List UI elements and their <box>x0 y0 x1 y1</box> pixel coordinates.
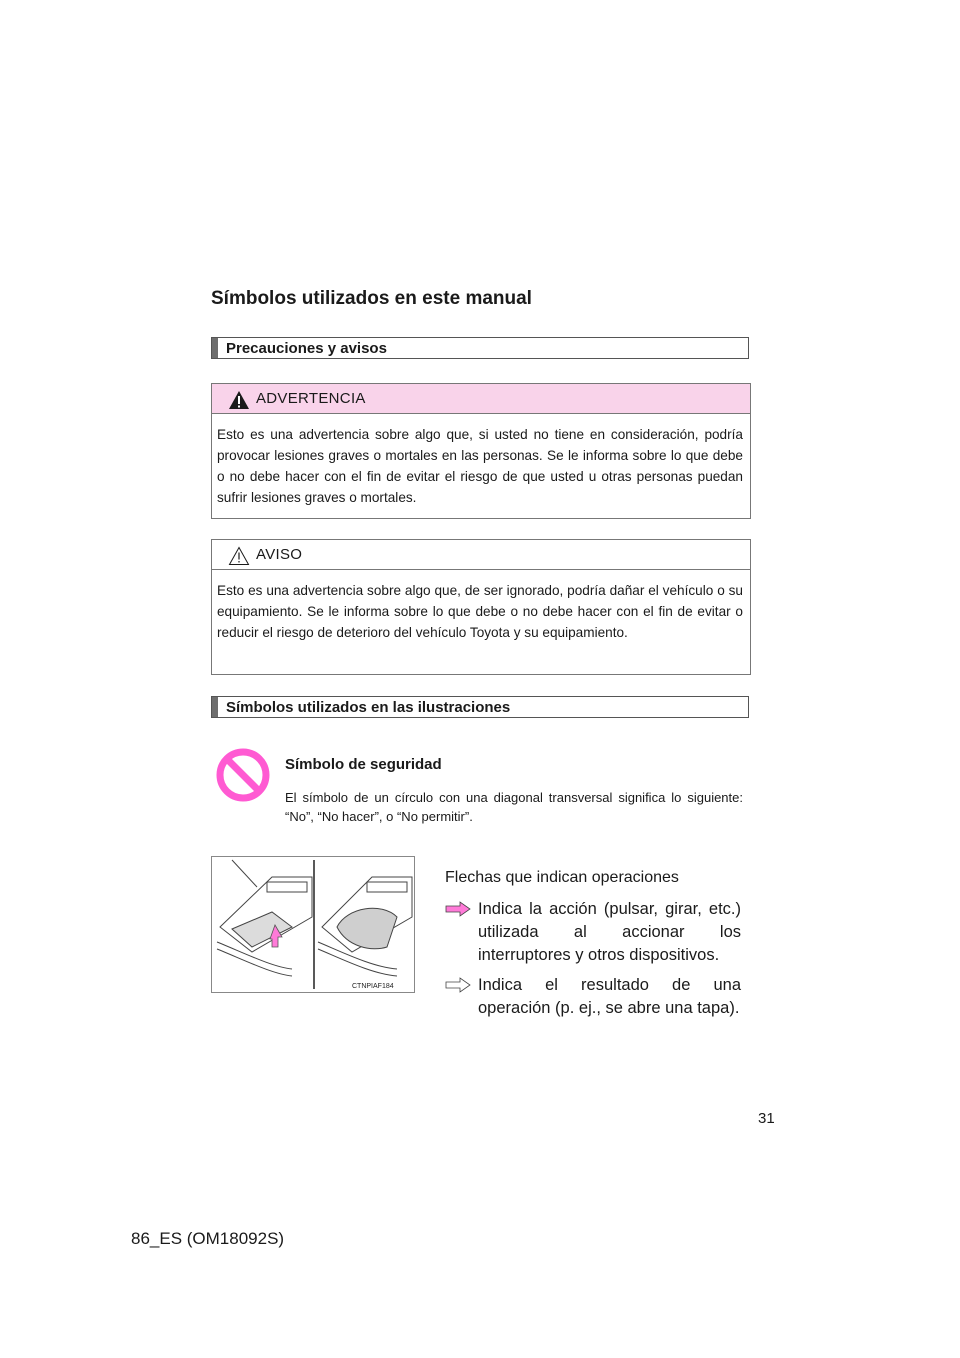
illustration-image <box>211 856 415 993</box>
section-accent <box>212 338 218 358</box>
section-label: Símbolos utilizados en las ilustraciones <box>226 699 511 716</box>
result-arrow-text: Indica el resultado de una operación (p. ej., se abre una tapa). <box>478 976 741 1017</box>
warning-triangle-outline-icon <box>228 546 250 566</box>
section-header-precautions <box>211 337 749 359</box>
warning-triangle-filled-icon <box>228 390 250 410</box>
document-code: 86_ES (OM18092S) <box>131 1229 285 1248</box>
action-arrow-text: Indica la acción (pulsar, girar, etc.) utilizada al accionar los interruptores y otros dispositivos. <box>478 900 741 964</box>
warning-header <box>212 384 750 414</box>
prohibited-circle-icon <box>215 747 271 803</box>
page-number: 31 <box>758 1110 775 1127</box>
warning-box <box>211 383 751 519</box>
warning-label: ADVERTENCIA <box>256 390 366 407</box>
section-header-illustrations <box>211 696 749 718</box>
outline-arrow-right-icon <box>445 977 471 993</box>
arrows-title: Flechas que indican operaciones <box>445 869 679 886</box>
notice-text: Esto es una advertencia sobre algo que, de ser ignorado, podría dañar el vehículo o su equipamiento. Se le informa sobre lo que debe o no debe hacer con el fin de evitar o reducir el riesgo de deterioro del vehículo Toyota y su equipamiento. <box>217 583 743 640</box>
pink-arrow-right-icon <box>445 901 471 917</box>
notice-box <box>211 539 751 675</box>
safety-symbol-text: El símbolo de un círculo con una diagonal transversal significa lo siguiente: “No”, “No hacer”, o “No permitir”. <box>285 790 743 824</box>
notice-header <box>212 540 750 570</box>
illustration-code: CTNPIAF184 <box>352 983 394 990</box>
warning-text: Esto es una advertencia sobre algo que, si usted no tiene en consideración, podría provocar lesiones graves o mortales en las personas. Se le informa sobre lo que debe o no debe hacer con el fin de evitar el riesgo de que usted u otras personas puedan sufrir lesiones graves o mortales. <box>217 427 743 505</box>
notice-label: AVISO <box>256 546 303 563</box>
safety-symbol-title: Símbolo de seguridad <box>285 756 442 773</box>
overhead-console-illustration <box>212 857 414 992</box>
section-label: Precauciones y avisos <box>226 340 387 357</box>
page-title: Símbolos utilizados en este manual <box>211 288 532 309</box>
section-accent <box>212 697 218 717</box>
